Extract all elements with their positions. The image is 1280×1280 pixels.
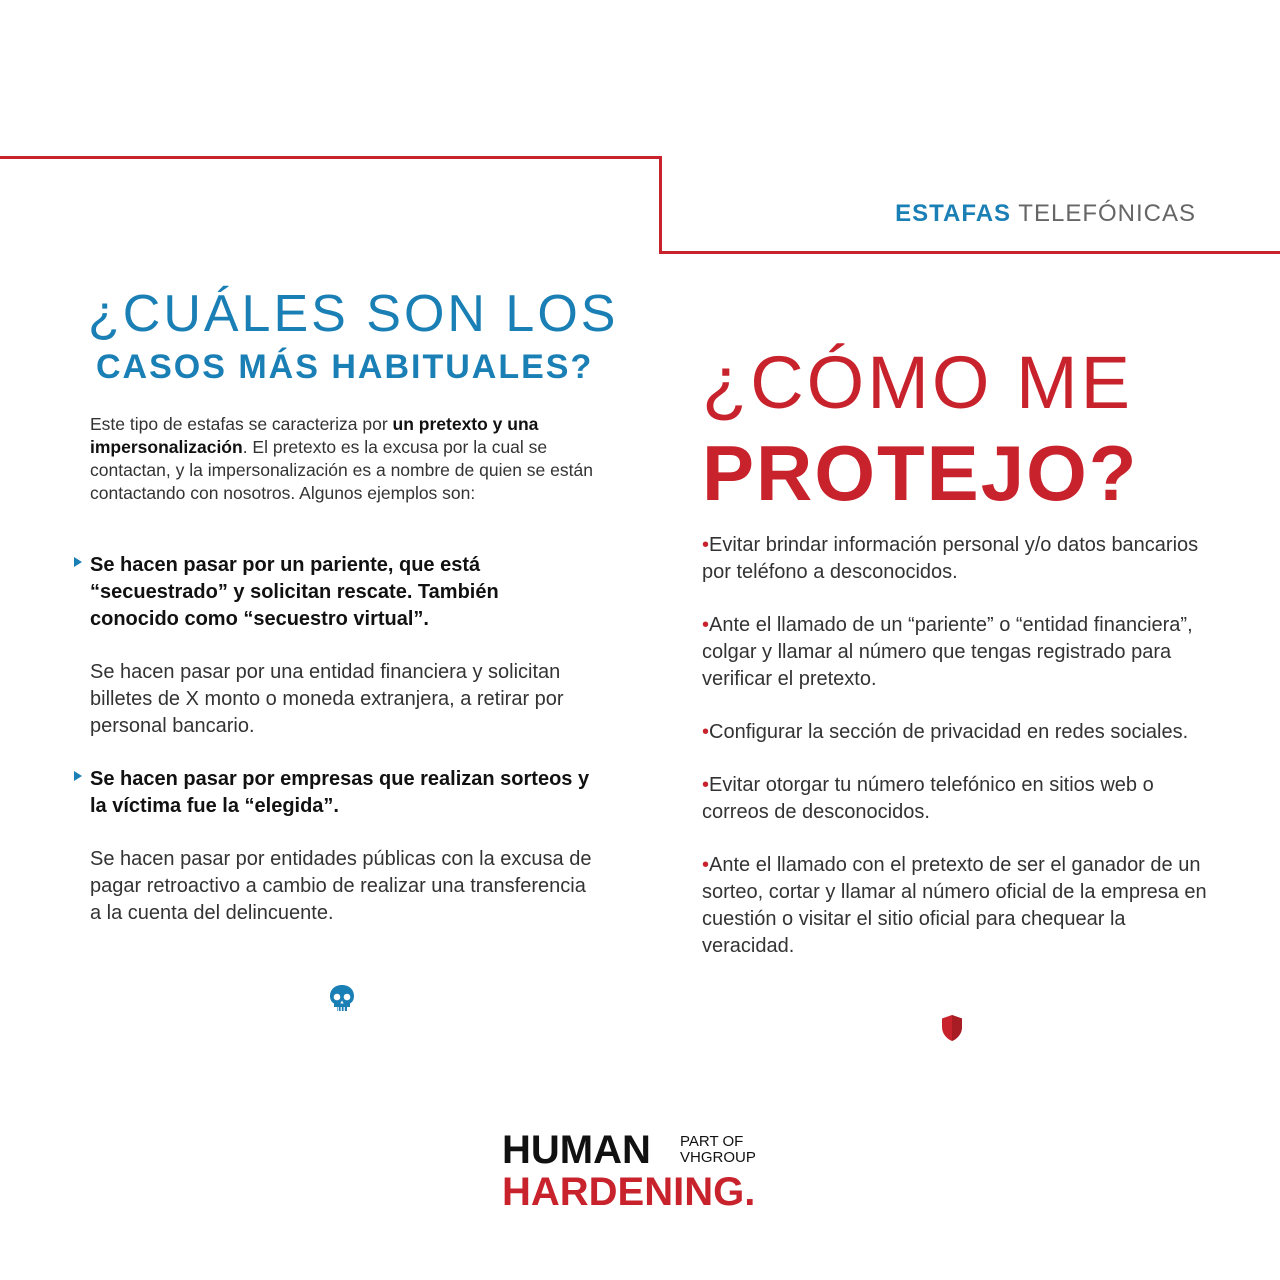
tip-text: Ante el llamado de un “pariente” o “entidad financiera”, colgar y llamar al número que tengas registrado para verificar el pretexto. bbox=[702, 614, 1193, 690]
tip-bullet: • bbox=[702, 614, 710, 636]
shield-icon bbox=[940, 1014, 964, 1042]
tips-list bbox=[702, 532, 1222, 986]
case-item bbox=[72, 846, 592, 927]
logo-group-text: VHGROUP bbox=[680, 1149, 756, 1166]
tip-text: Ante el llamado con el pretexto de ser el ganador de un sorteo, cortar y llamar al número oficial de la empresa en cuestión o visitar el sitio oficial para chequear la veracidad. bbox=[702, 854, 1207, 957]
frame-line-vertical bbox=[659, 156, 662, 254]
tip-item bbox=[702, 772, 1222, 826]
triangle-bullet-icon bbox=[74, 557, 82, 567]
tip-bullet: • bbox=[702, 534, 710, 556]
intro-text-bold: un pretexto y una impersonalización bbox=[90, 414, 539, 457]
section-tag bbox=[895, 200, 1196, 228]
section-tag-light: TELEFÓNICAS bbox=[1018, 200, 1196, 227]
tip-item bbox=[702, 852, 1222, 960]
brand-logo bbox=[502, 1128, 792, 1218]
intro-text-2: . El pretexto es la excusa por la cual se contactan, y la impersonalización es a nombre de quien se están contactando con nosotros. Algunos ejemplos son: bbox=[90, 437, 593, 503]
case-text: Se hacen pasar por una entidad financiera y solicitan billetes de X monto o moneda extranjera, a retirar por personal bancario. bbox=[90, 661, 564, 737]
triangle-bullet-icon bbox=[74, 771, 82, 781]
tip-bullet: • bbox=[702, 774, 710, 796]
case-item bbox=[72, 766, 592, 820]
intro-text-1: Este tipo de estafas se caracteriza por bbox=[90, 414, 393, 434]
case-text: Se hacen pasar por entidades públicas con la excusa de pagar retroactivo a cambio de realizar una transferencia a la cuenta del delincuente. bbox=[90, 848, 592, 924]
frame-line-top-right bbox=[659, 251, 1280, 254]
left-title-line2: CASOS MÁS HABITUALES? bbox=[96, 348, 594, 386]
case-item bbox=[72, 659, 592, 740]
intro-paragraph bbox=[90, 413, 610, 505]
right-title-line2: PROTEJO? bbox=[702, 429, 1139, 517]
right-title-line1: ¿CÓMO ME bbox=[702, 341, 1133, 424]
case-text: Se hacen pasar por un pariente, que está “secuestrado” y solicitan rescate. También conocido como “secuestro virtual”. bbox=[90, 554, 499, 630]
case-item bbox=[72, 552, 592, 633]
section-tag-strong: ESTAFAS bbox=[895, 200, 1012, 227]
frame-line-top-left bbox=[0, 156, 662, 159]
logo-human-text: HUMAN bbox=[502, 1128, 651, 1172]
tip-bullet: • bbox=[702, 854, 710, 876]
tip-text: Evitar brindar información personal y/o datos bancarios por teléfono a desconocidos. bbox=[702, 534, 1199, 583]
logo-hardening-text: HARDENING. bbox=[502, 1170, 756, 1214]
tip-item bbox=[702, 612, 1222, 693]
tip-item bbox=[702, 532, 1222, 586]
skull-icon bbox=[328, 984, 356, 1012]
tip-text: Evitar otorgar tu número telefónico en sitios web o correos de desconocidos. bbox=[702, 774, 1154, 823]
cases-list bbox=[72, 552, 592, 953]
logo-part-of-text: PART OF bbox=[680, 1133, 744, 1150]
tip-item bbox=[702, 719, 1222, 746]
tip-bullet: • bbox=[702, 721, 710, 743]
logo-part-of bbox=[680, 1134, 756, 1166]
case-text: Se hacen pasar por empresas que realizan sorteos y la víctima fue la “elegida”. bbox=[90, 768, 590, 817]
tip-text: Configurar la sección de privacidad en redes sociales. bbox=[709, 721, 1189, 743]
left-title-line1: ¿CUÁLES SON LOS bbox=[88, 285, 619, 343]
